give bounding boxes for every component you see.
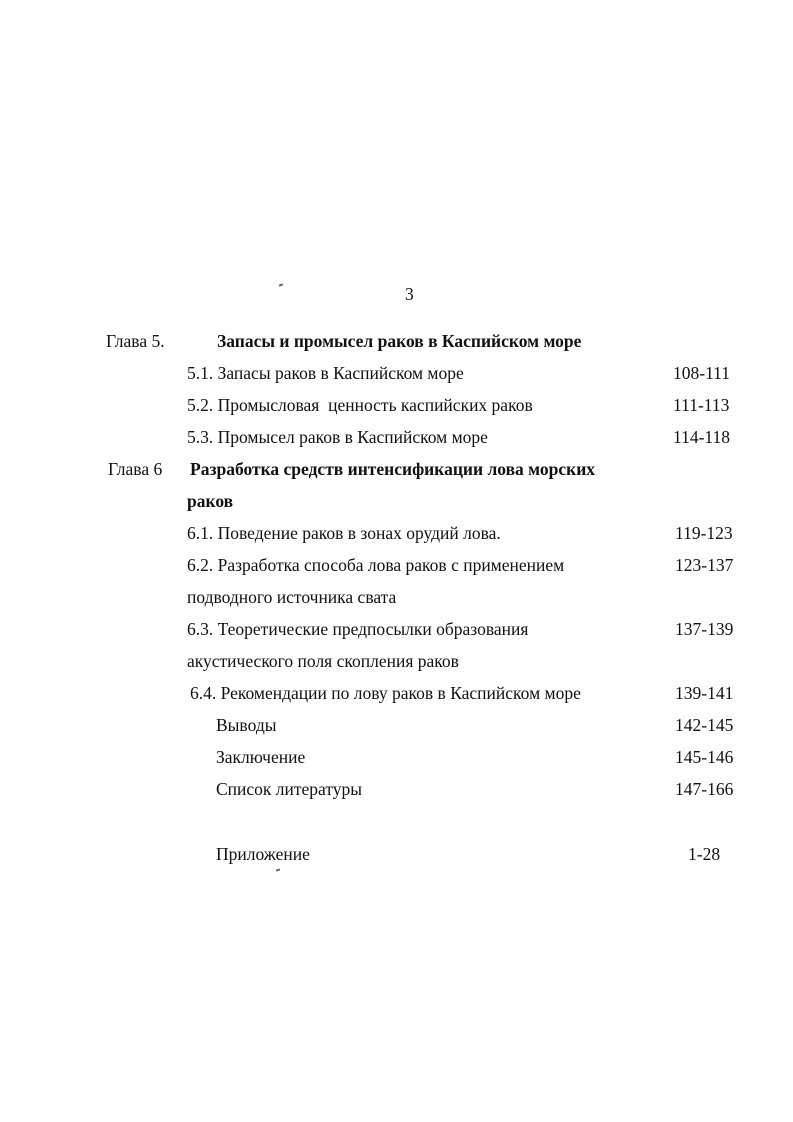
toc-pages-5-2: 111-113 <box>673 395 730 415</box>
page-number: 3 <box>405 284 414 304</box>
toc-entry-6-2-line-1: 6.2. Разработка способа лова раков с применением <box>187 555 565 575</box>
toc-entry-conclusions: Выводы <box>216 715 277 735</box>
toc-entry-6-4: 6.4. Рекомендации по лову раков в Каспийском море <box>190 683 581 703</box>
toc-entry-references: Список литературы <box>216 779 363 799</box>
toc-entry-summary: Заключение <box>216 747 306 767</box>
chapter-6-label: Глава 6 <box>108 459 163 479</box>
toc-entry-5-2: 5.2. Промысловая ценность каспийских раков <box>187 395 533 415</box>
toc-pages-appendix: 1-28 <box>688 844 721 864</box>
toc-pages-6-3: 137-139 <box>675 619 734 639</box>
toc-entry-appendix: Приложение <box>216 844 310 864</box>
toc-entry-6-3-line-2: акустического поля скопления раков <box>187 651 459 671</box>
scan-speck <box>279 283 283 286</box>
chapter-6-title-line-2: раков <box>187 491 234 511</box>
toc-pages-summary: 145-146 <box>675 747 734 767</box>
toc-pages-conclusions: 142-145 <box>675 715 734 735</box>
toc-pages-5-1: 108-111 <box>673 363 731 383</box>
toc-pages-6-2: 123-137 <box>675 555 734 575</box>
scan-speck <box>276 868 280 871</box>
toc-entry-6-2-line-2: подводного источника свата <box>187 587 397 607</box>
toc-entry-5-3: 5.3. Промысел раков в Каспийском море <box>187 427 488 447</box>
toc-pages-6-1: 119-123 <box>675 523 733 543</box>
toc-pages-references: 147-166 <box>675 779 734 799</box>
toc-entry-5-1: 5.1. Запасы раков в Каспийском море <box>187 363 464 383</box>
chapter-5-title: Запасы и промысел раков в Каспийском море <box>217 331 582 351</box>
toc-pages-6-4: 139-141 <box>675 683 734 703</box>
toc-entry-6-1: 6.1. Поведение раков в зонах орудий лова. <box>187 523 501 543</box>
toc-entry-6-3-line-1: 6.3. Теоретические предпосылки образования <box>187 619 529 639</box>
chapter-5-label: Глава 5. <box>106 331 165 351</box>
toc-pages-5-3: 114-118 <box>673 427 731 447</box>
chapter-6-title-line-1: Разработка средств интенсификации лова морских <box>190 459 596 479</box>
